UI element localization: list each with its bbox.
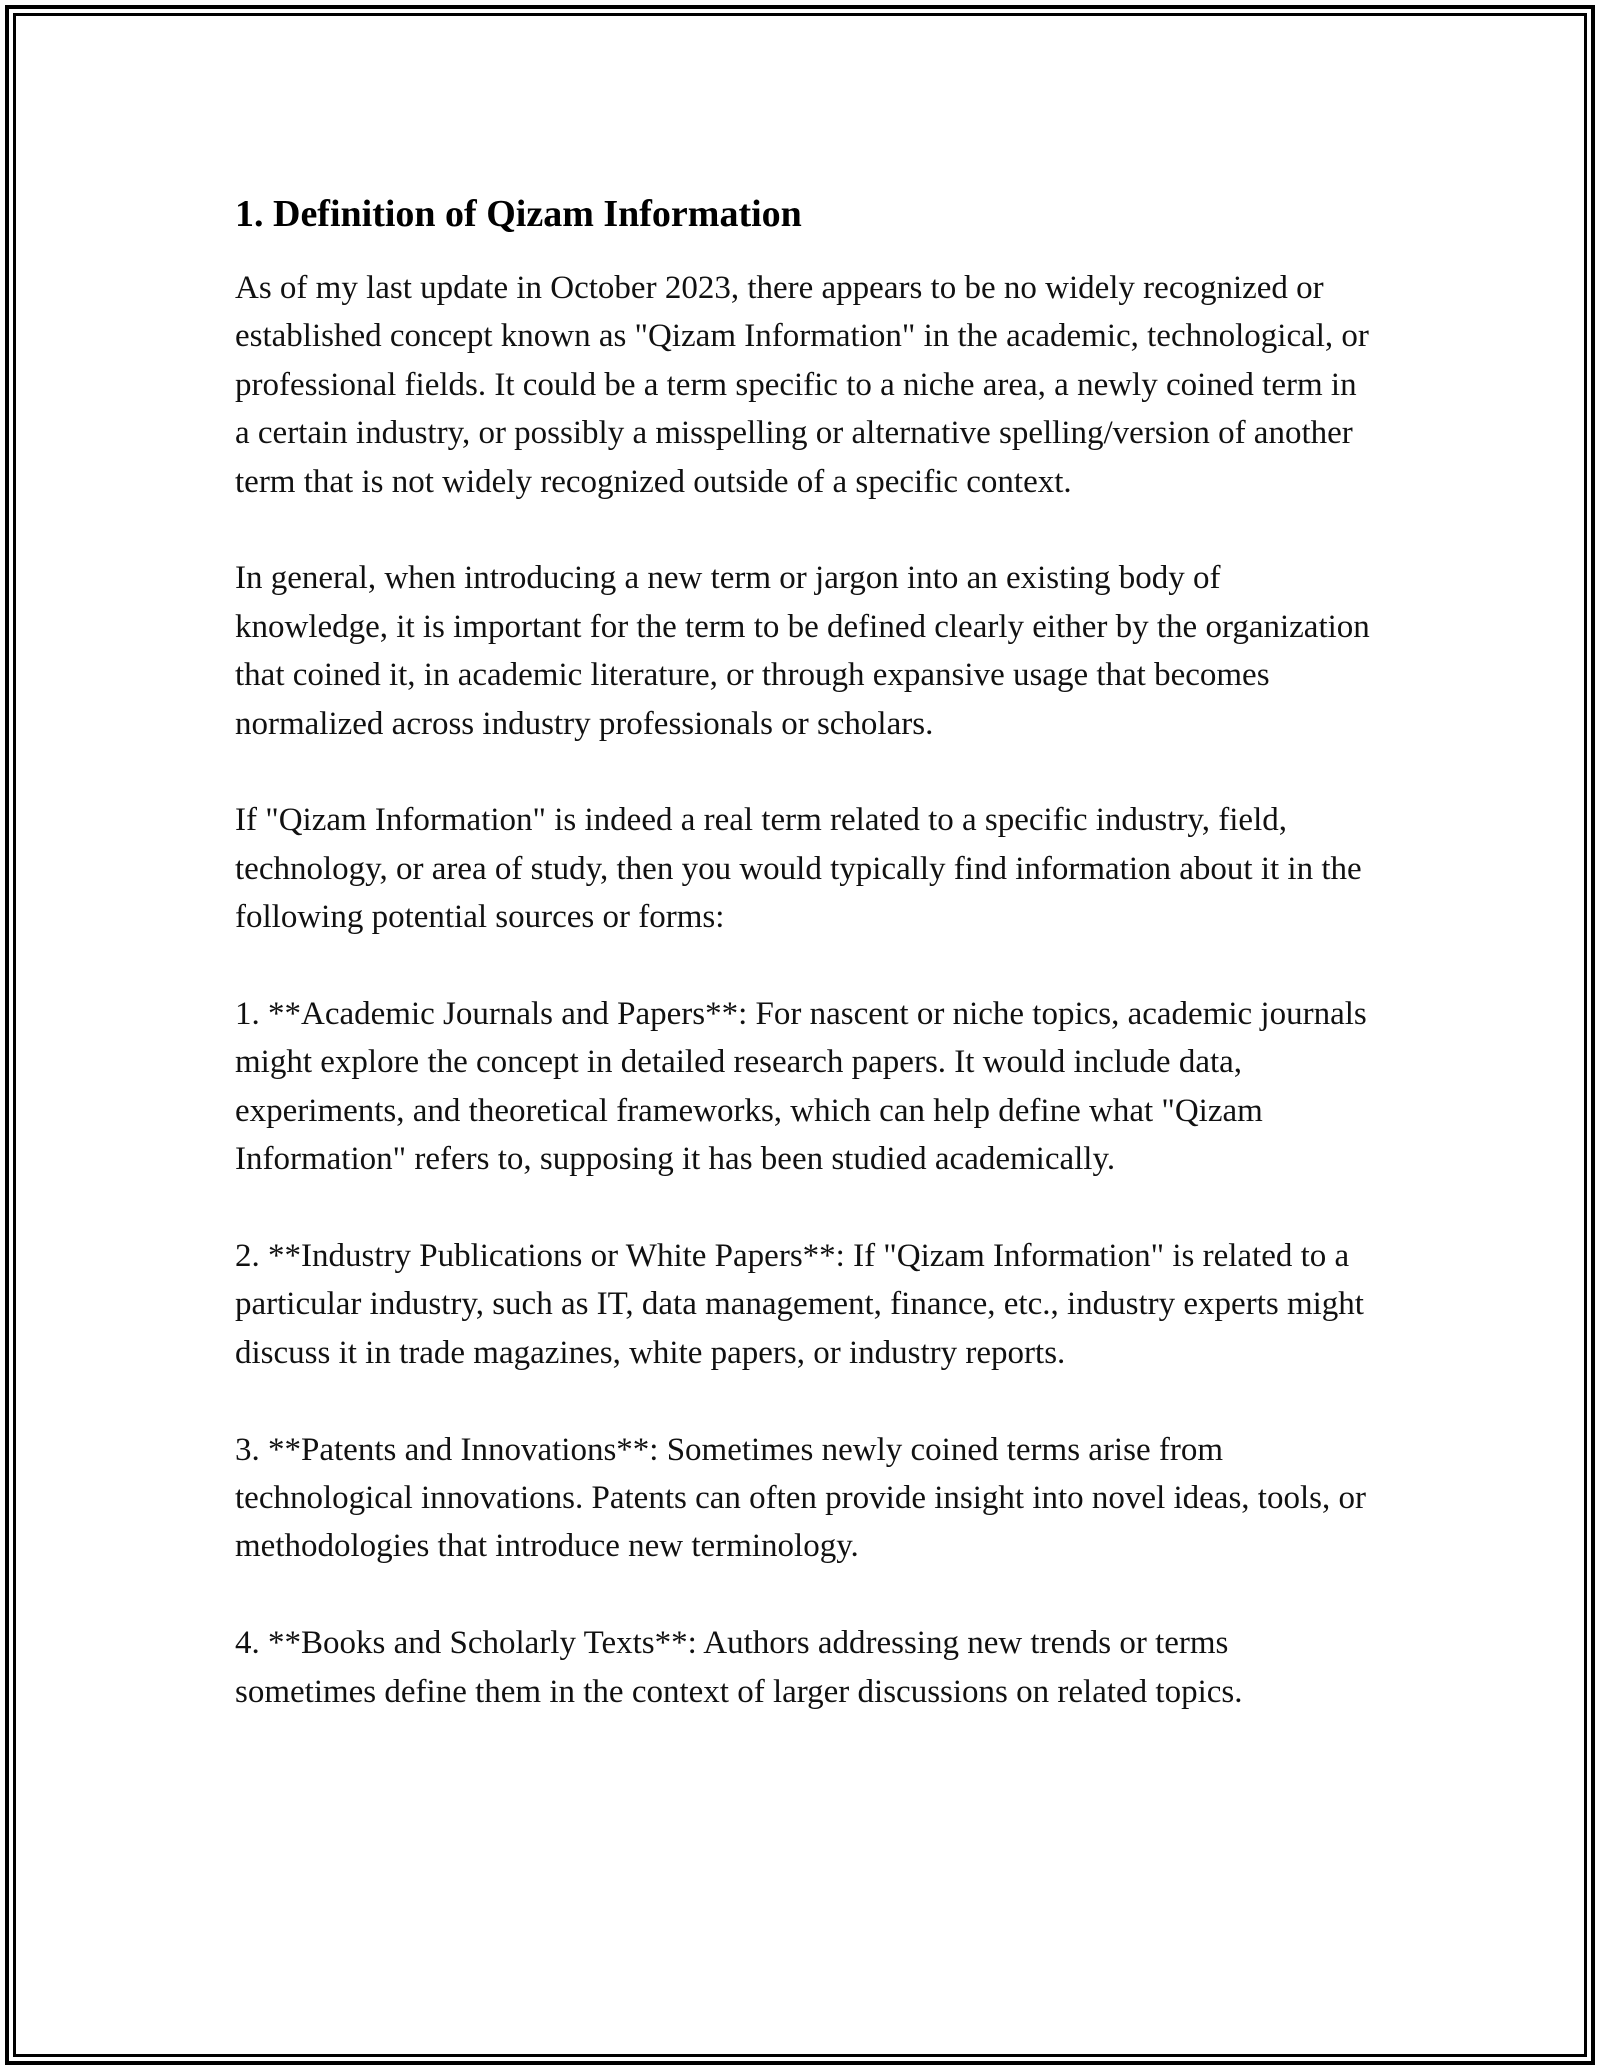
list-item-patents: 3. **Patents and Innovations**: Sometimes newly coined terms arise from technological innovations. Patents can often provide insight into novel ideas, tools, or methodologies that introduce new terminology. [235, 1431, 1366, 1565]
list-item-industry-publications: 2. **Industry Publications or White Papers**: If "Qizam Information" is related to a particular industry, such as IT, data management, finance, etc., industry experts might discuss it in trade magazines, white papers, or industry reports. [235, 1238, 1364, 1371]
paragraph-intro: As of my last update in October 2023, there appears to be no widely recognized or established concept known as "Qizam Information" in the academic, technological, or professional fields. It could be a term specific to a niche area, a newly coined term in a certain industry, or possibly a misspelling or alternative spelling/version of another term that is not widely recognized outside of a specific context. [235, 270, 1369, 500]
list-item-academic-journals: 1. **Academic Journals and Papers**: For nascent or niche topics, academic journals might explore the concept in detailed research papers. It would include data, experiments, and theoretical frameworks, which can help define what "Qizam Information" refers to, supposing it has been studied academically. [235, 996, 1367, 1178]
list-item-books: 4. **Books and Scholarly Texts**: Authors addressing new trends or terms sometimes define them in the context of larger discussions on related topics. [235, 1625, 1243, 1710]
paragraph-sources-intro: If "Qizam Information" is indeed a real term related to a specific industry, field, technology, or area of study, then you would typically find information about it in the following potential sources or forms: [235, 802, 1362, 936]
section-heading: 1. Definition of Qizam Information [235, 193, 802, 235]
paragraph-general: In general, when introducing a new term or jargon into an existing body of knowledge, it is important for the term to be defined clearly either by the organization that coined it, in academic literature, or through expansive usage that becomes normalized across industry professionals or scholars. [235, 560, 1370, 742]
document-body [235, 188, 1375, 1764]
